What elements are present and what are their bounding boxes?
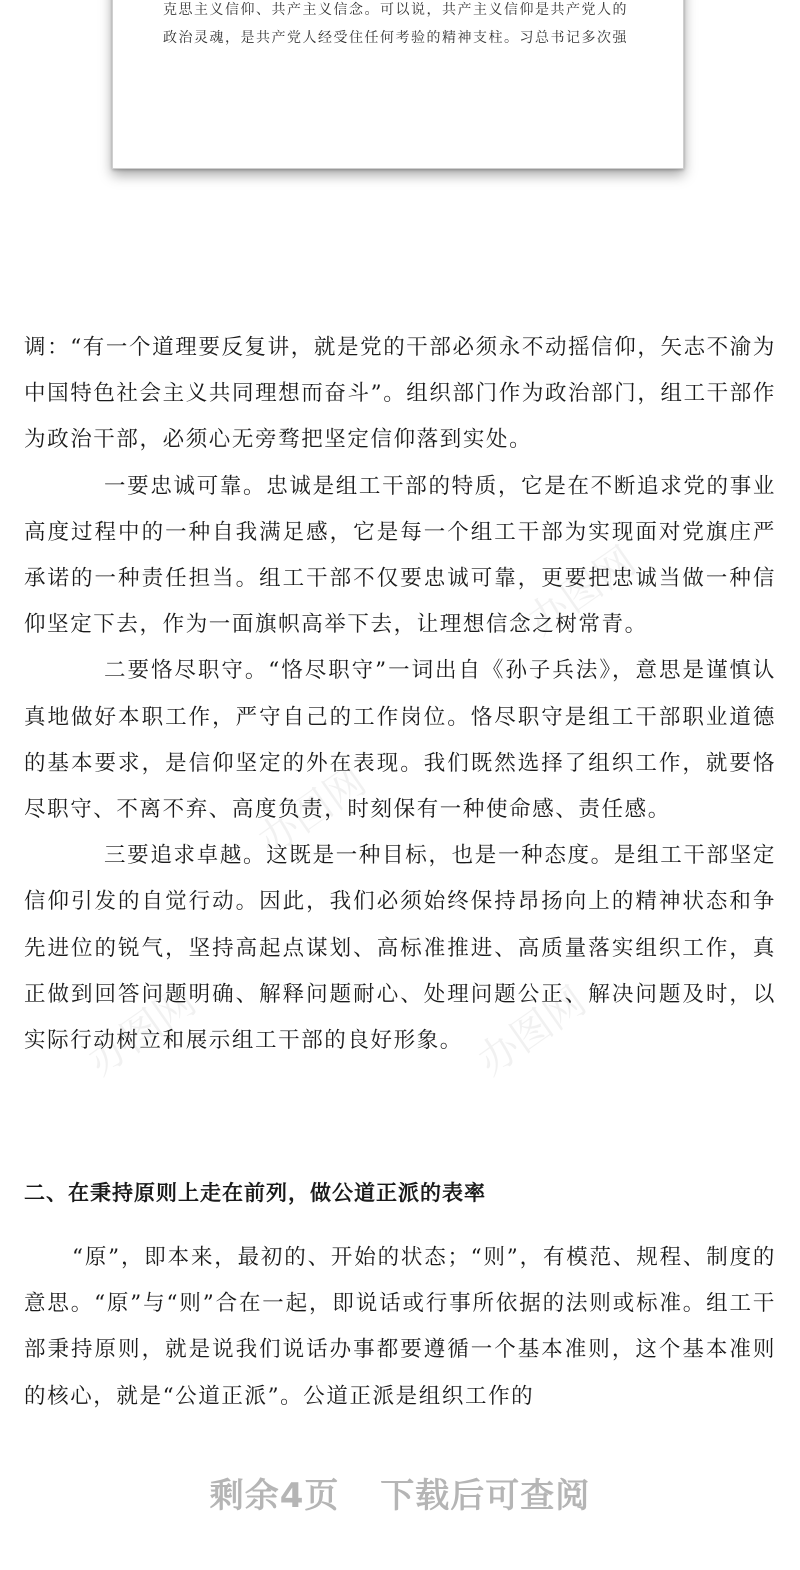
paragraph: 一要忠诚可靠。忠诚是组工干部的特质，它是在不断追求党的事业高度过程中的一种自我满足感，它是每一个组工干部为实现面对党旗庄严承诺的一种责任担当。组工干部不仅要忠诚可靠，更要把忠诚当做一种信仰坚定下去，作为一面旗帜高举下去，让理想信念之树常青。 xyxy=(24,473,776,638)
watermark: 办图网 xyxy=(519,538,645,645)
section-heading: 二、在秉持原则上走在前列，做公道正派的表率 xyxy=(24,1181,486,1205)
watermark: 办图网 xyxy=(249,758,375,865)
download-to-view-label: 下载后可查阅 xyxy=(380,1476,591,1516)
paragraph: 调：“有一个道理要反复讲，就是党的干部必须永不动摇信仰，矢志不渝为中国特色社会主义共同理想而奋斗”。组织部门作为政治部门，组工干部作为政治干部，必须心无旁骛把坚定信仰落到实处。 xyxy=(24,335,776,453)
download-more-banner[interactable] xyxy=(0,1468,800,1517)
preview-line: 克思主义信仰、共产主义信念。可以说，共产主义信仰是共产党人的 xyxy=(163,2,628,18)
paragraph: 三要追求卓越。这既是一种目标，也是一种态度。是组工干部坚定信仰引发的自觉行动。因此，我们必须始终保持昂扬向上的精神状态和争先进位的锐气，坚持高起点谋划、高标准推进、高质量落实组织工作，真正做到回答问题明确、解释问题耐心、处理问题公正、解决问题及时，以实际行动树立和展示组工干部的良好形象。 xyxy=(24,843,776,1054)
preview-page-card xyxy=(112,0,684,169)
preview-line: 政治灵魂，是共产党人经受住任何考验的精神支柱。习总书记多次强 xyxy=(163,30,628,46)
section-body xyxy=(24,1235,776,1420)
document-body xyxy=(24,325,776,1064)
remaining-pages-label: 剩余4页 xyxy=(209,1476,340,1516)
watermark: 办图网 xyxy=(469,978,595,1085)
watermark: 办图网 xyxy=(79,978,205,1085)
paragraph: “原”，即本来，最初的、开始的状态；“则”，有模范、规程、制度的意思。“原”与“则”合在一起，即说话或行事所依据的法则或标准。组工干部秉持原则，就是说我们说话办事都要遵循一个基本准则，这个基本准则的核心，就是“公道正派”。公道正派是组织工作的 xyxy=(24,1245,776,1409)
paragraph: 二要恪尽职守。“恪尽职守”一词出自《孙子兵法》，意思是谨慎认真地做好本职工作，严守自己的工作岗位。恪尽职守是组工干部职业道德的基本要求，是信仰坚定的外在表现。我们既然选择了组织工作，就要恪尽职守、不离不弃、高度负责，时刻保有一种使命感、责任感。 xyxy=(24,658,776,823)
preview-text xyxy=(163,0,643,52)
